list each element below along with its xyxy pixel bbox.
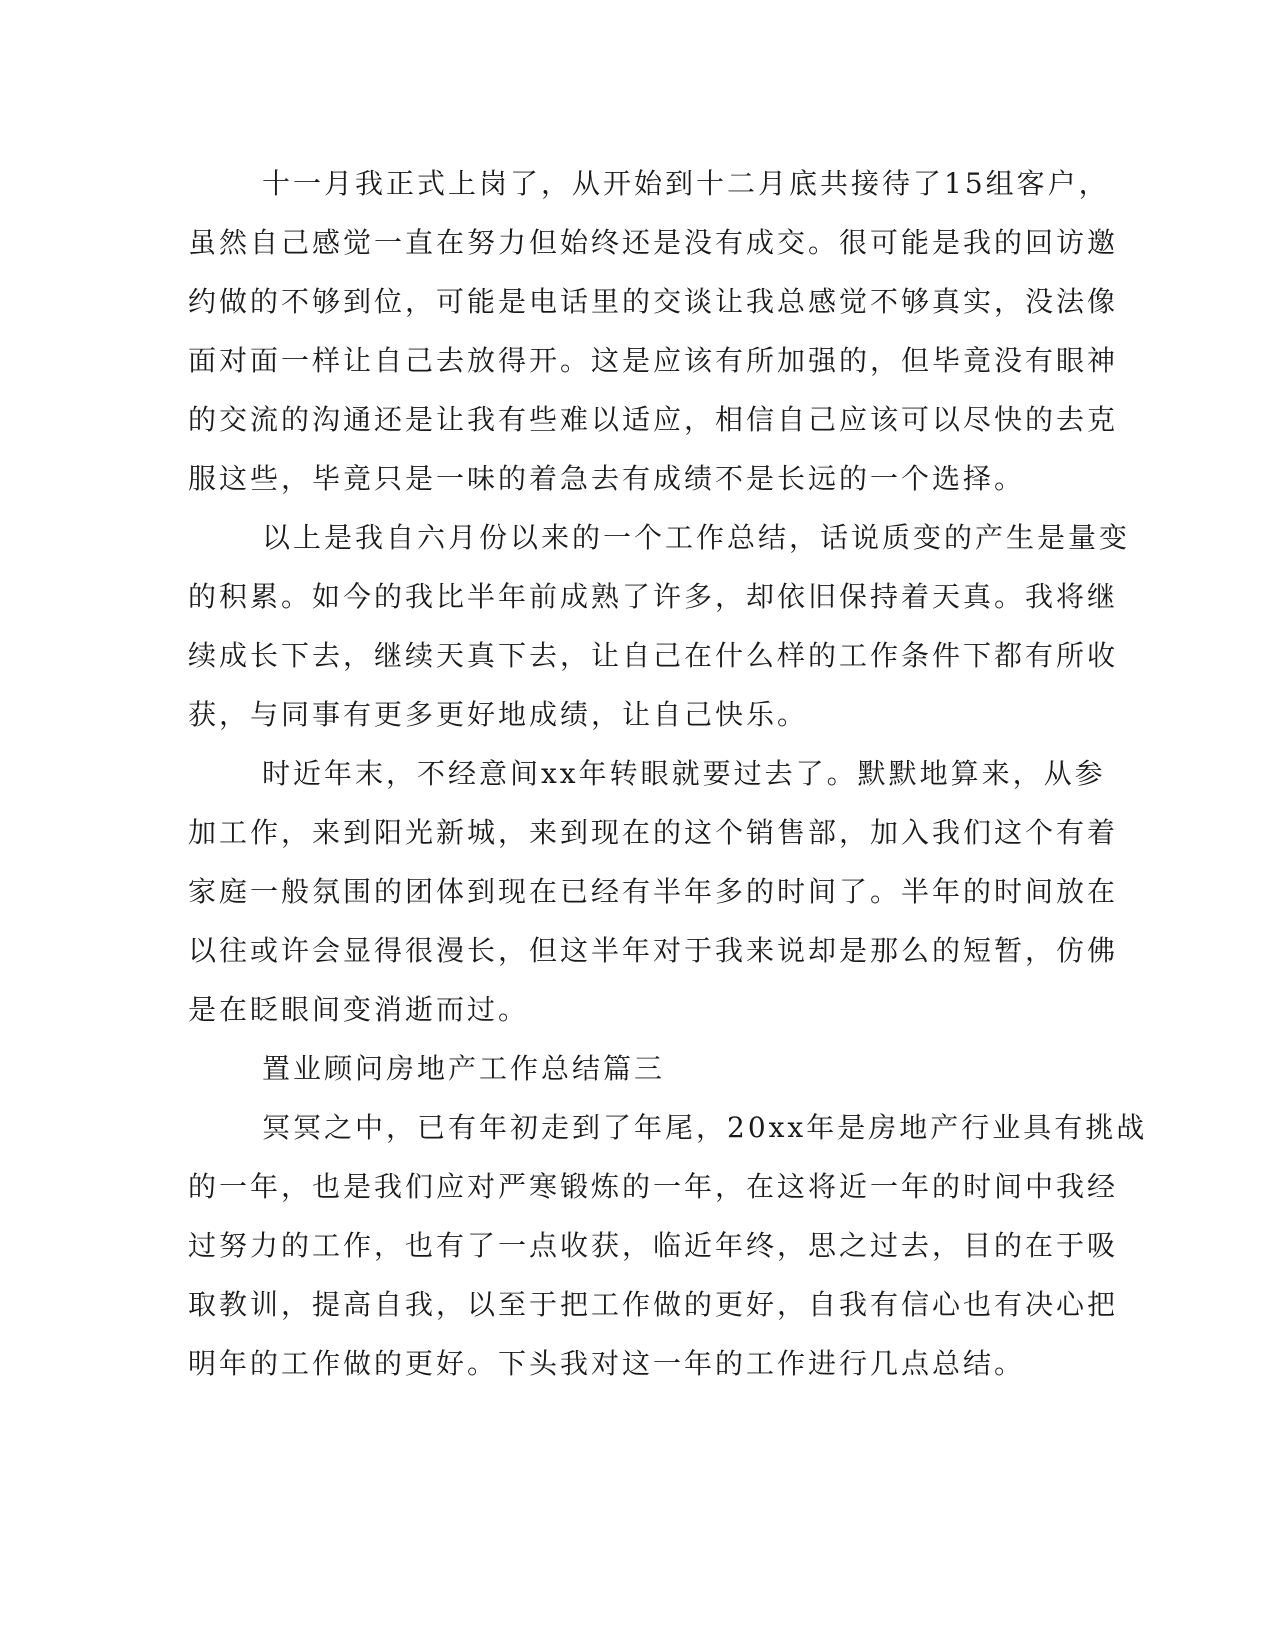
section-heading: 置业顾问房地产工作总结篇三 [262,1052,666,1085]
paragraph-1-line-5: 的交流的沟通还是让我有些难以适应，相信自己应该可以尽快的去克 [188,403,1119,436]
paragraph-3-line-3: 家庭一般氛围的团体到现在已经有半年多的时间了。半年的时间放在 [188,875,1119,908]
paragraph-3-line-1: 时近年末，不经意间xx年转眼就要过去了。默默地算来，从参 [262,757,1106,790]
paragraph-2-line-3: 续成长下去，继续天真下去，让自己在什么样的工作条件下都有所收 [188,639,1119,672]
paragraph-5-line-5: 明年的工作做的更好。下头我对这一年的工作进行几点总结。 [188,1347,1026,1380]
paragraph-1-line-4: 面对面一样让自己去放得开。这是应该有所加强的，但毕竟没有眼神 [188,344,1119,377]
paragraph-1-line-3: 约做的不够到位，可能是电话里的交谈让我总感觉不够真实，没法像 [188,285,1119,318]
paragraph-1-line-1: 十一月我正式上岗了，从开始到十二月底共接待了15组客户， [262,167,1110,200]
paragraph-3-line-5: 是在眨眼间变消逝而过。 [188,993,530,1026]
paragraph-3-line-2: 加工作，来到阳光新城，来到现在的这个销售部，加入我们这个有着 [188,816,1119,849]
paragraph-5-line-3: 过努力的工作，也有了一点收获，临近年终，思之过去，目的在于吸 [188,1229,1119,1262]
paragraph-2-line-2: 的积累。如今的我比半年前成熟了许多，却依旧保持着天真。我将继 [188,580,1119,613]
paragraph-5-line-2: 的一年，也是我们应对严寒锻炼的一年，在这将近一年的时间中我经 [188,1170,1119,1203]
paragraph-2-line-1: 以上是我自六月份以来的一个工作总结，话说质变的产生是量变 [262,521,1131,554]
paragraph-2-line-4: 获，与同事有更多更好地成绩，让自己快乐。 [188,698,809,731]
paragraph-1-line-2: 虽然自己感觉一直在努力但始终还是没有成交。很可能是我的回访邀 [188,226,1119,259]
paragraph-1-line-6: 服这些，毕竟只是一味的着急去有成绩不是长远的一个选择。 [188,462,1026,495]
paragraph-5-line-1: 冥冥之中，已有年初走到了年尾，20xx年是房地产行业具有挑战 [262,1111,1148,1144]
paragraph-5-line-4: 取教训，提高自我，以至于把工作做的更好，自我有信心也有决心把 [188,1288,1119,1321]
paragraph-3-line-4: 以往或许会显得很漫长，但这半年对于我来说却是那么的短暂，仿佛 [188,934,1119,967]
